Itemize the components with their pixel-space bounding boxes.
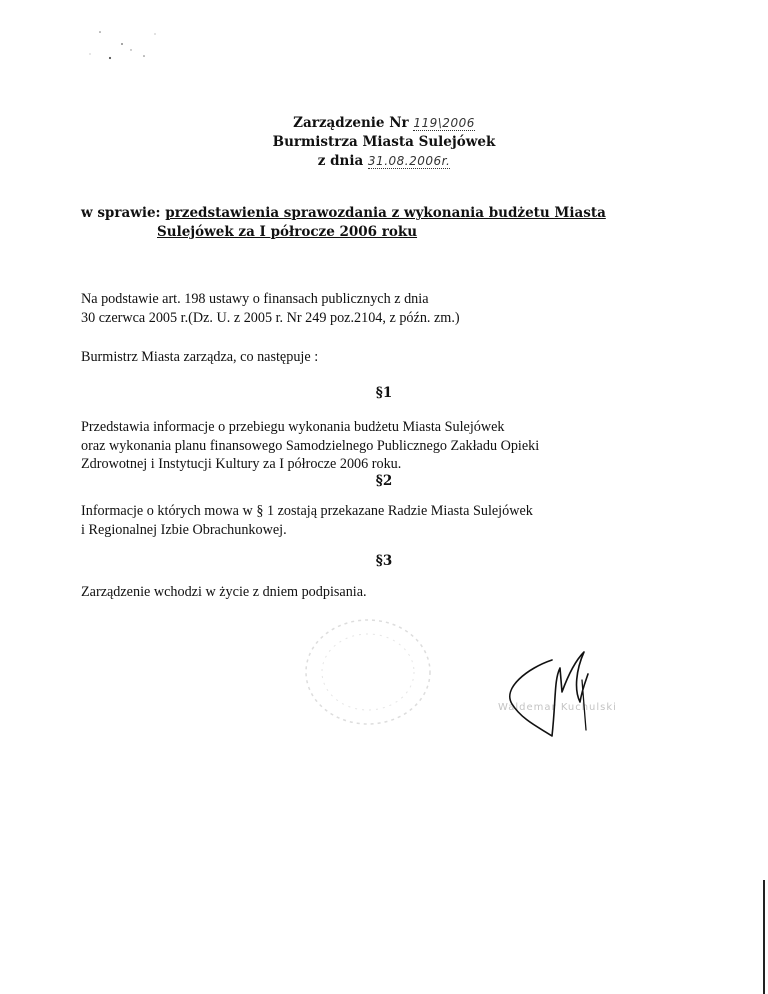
date-handwritten: 31.08.2006r. [367,154,451,168]
date-line: z dnia 31.08.2006r. [317,153,451,169]
subject-title-line2: Sulejówek za I półrocze 2006 roku [157,224,418,240]
section-3-text: Zarządzenie wchodzi w życie z dniem podpisania. [81,584,367,600]
subject-title-line1: przedstawienia sprawozdania z wykonania budżetu Miasta [165,205,606,221]
ordering-paragraph: Burmistrz Miasta zarządza, co następuje : [81,349,319,365]
legal-basis-paragraph: Na podstawie art. 198 ustawy o finansach publicznych z dnia 30 czerwca 2005 r.(Dz. U. z 2005 r. Nr 249 poz.2104, z późn. zm.) [81,291,460,326]
document-header [0,114,768,171]
ordinance-number-line: Zarządzenie Nr 119\2006 [293,115,475,131]
scan-artifacts [60,20,180,80]
signatory-name-stamp: Waldemar Kuchulski [498,702,617,713]
faded-stamp [298,612,448,732]
issuer-line: Burmistrza Miasta Sulejówek [272,134,496,150]
ordinance-number-handwritten: 119\2006 [413,116,475,130]
section-2-text: Informacje o których mowa w § 1 zostają przekazane Radzie Miasta Sulejówek i Regionalnej Izbie Obrachunkowej. [81,503,533,538]
section-1-text: Przedstawia informacje o przebiegu wykonania budżetu Miasta Sulejówek oraz wykonania planu finansowego Samodzielnego Publicznego Zakładu Opieki Zdrowotnej i Instytucji Kultury za I półrocze 2006 roku. [81,419,540,472]
section-2-mark: §2 [375,473,393,489]
section-3-mark: §3 [375,553,393,569]
section-1-mark: §1 [375,385,393,401]
scan-edge-line [763,880,765,994]
subject-block [81,204,681,242]
subject-label: w sprawie: [81,205,161,221]
signature-with-stamp [490,640,650,750]
